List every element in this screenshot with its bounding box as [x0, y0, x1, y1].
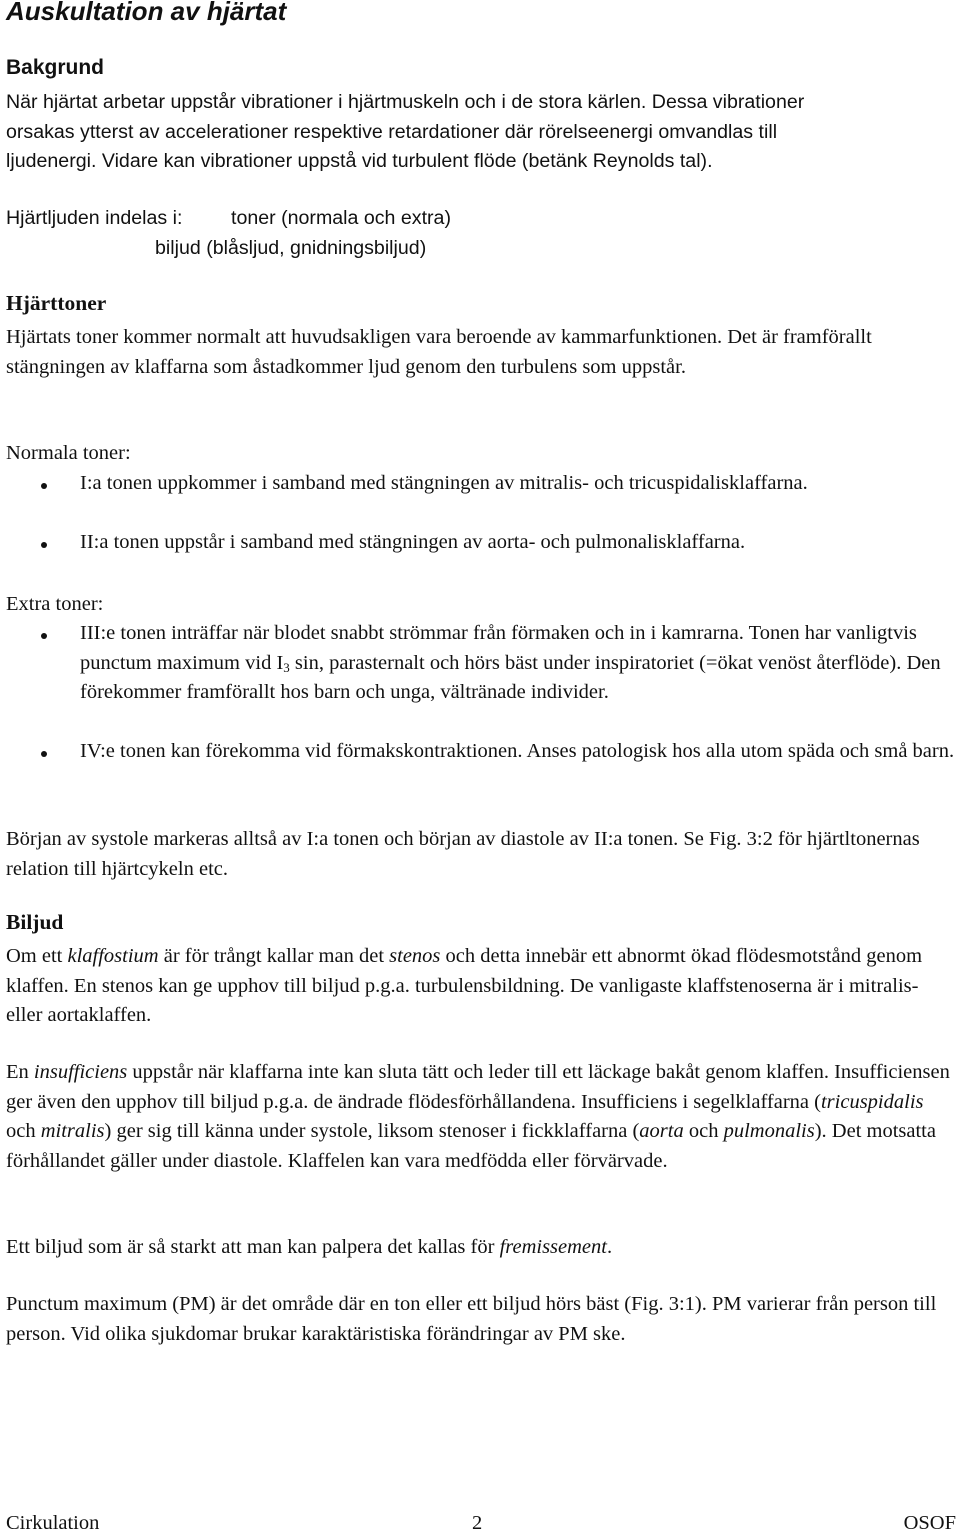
divided-item: biljud (blåsljud, gnidningsbiljud): [155, 237, 427, 259]
hjarttoner-paragraph: Hjärtats toner kommer normalt att huvudsakligen vara beroende av kammarfunktionen. Det är framförallt stängningen av klaffarna som åstadkommer ljud genom den turbulens som uppstår.: [6, 326, 872, 378]
fremissement-paragraph: Ett biljud som är så starkt att man kan palpera det kallas för fremissement.: [6, 1236, 613, 1258]
divided-item: toner (normala och extra): [231, 207, 451, 229]
section-heading-bakgrund: Bakgrund: [6, 56, 105, 79]
section-heading-biljud: Biljud: [6, 910, 64, 934]
insufficiens-paragraph: En insufficiens uppstår när klaffarna inte kan sluta tätt och leder till ett läckage bakåt genom klaffen. Insufficiensen ger även den upphov till biljud p.g.a. de ändrade flödesförhållandena. Insufficiens i segelklaffarna (tricuspidalis och mitralis) ger sig till känna under systole, liksom stenoser i fickklaffarna (aorta och pulmonalis). Det motsatta förhållandet gäller under diastole. Klaffelen kan vara medfödda eller förvärvade.: [6, 1061, 950, 1172]
page-number: 2: [472, 1512, 483, 1534]
extra-label: Extra toner:: [6, 593, 104, 615]
bakgrund-paragraph: [6, 88, 956, 177]
footer-right: OSOF: [903, 1512, 956, 1534]
normala-label: Normala toner:: [6, 442, 131, 464]
bullet-icon: [41, 633, 47, 639]
list-item: I:a tonen uppkommer i samband med stängningen av mitralis- och tricuspidalisklaffarna.: [80, 472, 808, 494]
divided-label: Hjärtljuden indelas i:: [6, 207, 183, 229]
list-item: III:e tonen inträffar när blodet snabbt strömmar från förmaken och in i kamrarna. Tonen har vanligtvis punctum maximum vid $I_3$ sin, parasternalt och hörs bäst under inspiratoriet (=ökat venöst återflöde). Den förekommer framförallt hos barn och unga, vältränade individer.: [80, 622, 941, 703]
list-item: IV:e tonen kan förekomma vid förmakskontraktionen. Anses patologisk hos alla utom späda och små barn.: [80, 740, 955, 762]
bullet-icon: [41, 483, 47, 489]
bakgrund-line: orsakas ytterst av accelerationer respektive retardationer där rörelseenergi omvandlas till: [6, 120, 778, 143]
bakgrund-line: ljudenergi. Vidare kan vibrationer uppstå vid turbulent flöde (betänk Reynolds tal).: [6, 150, 713, 172]
bullet-icon: [41, 751, 47, 757]
stenos-paragraph: Om ett klaffostium är för trångt kallar man det stenos och detta innebär ett abnormt ökad flödesmotstånd genom klaffen. En stenos kan ge upphov till biljud p.g.a. turbulensbildning. De vanligaste klaffstenoserna är i mitralis- eller aortaklaffen.: [6, 945, 923, 1026]
bullet-icon: [41, 542, 47, 548]
bakgrund-line: När hjärtat arbetar uppstår vibrationer i hjärtmuskeln och i de stora kärlen. Dessa vibrationer: [6, 91, 805, 113]
punctum-maximum-paragraph: Punctum maximum (PM) är det område där en ton eller ett biljud hörs bäst (Fig. 3:1). PM varierar från person till person. Vid olika sjukdomar brukar karaktäristiska förändringar av PM ske.: [6, 1293, 937, 1345]
summary-paragraph: Början av systole markeras alltså av I:a tonen och början av diastole av II:a tonen. Se Fig. 3:2 för hjärtltonernas relation till hjärtcykeln etc.: [6, 828, 920, 880]
list-item: II:a tonen uppstår i samband med stängningen av aorta- och pulmonalisklaffarna.: [80, 531, 746, 553]
footer-left: Cirkulation: [6, 1512, 100, 1534]
section-heading-hjarttoner: Hjärttoner: [6, 291, 107, 315]
page-title: Auskultation av hjärtat: [6, 0, 287, 26]
